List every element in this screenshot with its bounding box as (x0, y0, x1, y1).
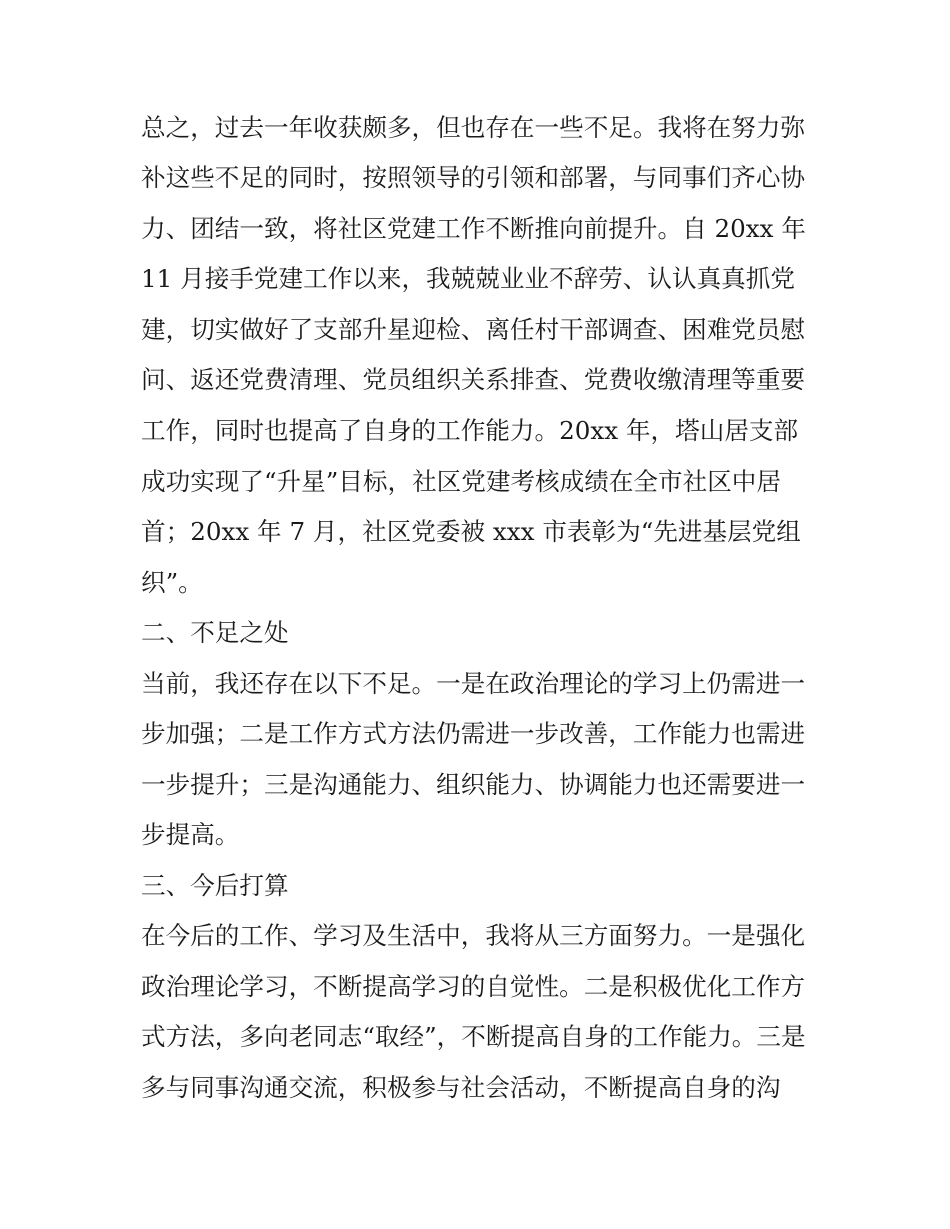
paragraph-line: 补这些不足的同时，按照领导的引领和部署，与同事们齐心协 (141, 163, 806, 192)
paragraph-line: 总之，过去一年收获颇多，但也存在一些不足。我将在努力弥 (141, 113, 806, 142)
paragraph-line: 步加强；二是工作方式方法仍需进一步改善，工作能力也需进 (141, 719, 806, 748)
paragraph-line: 工作，同时也提高了自身的工作能力。20xx 年，塔山居支部 (141, 416, 799, 445)
paragraph-line: 11 月接手党建工作以来，我兢兢业业不辞劳、认认真真抓党 (141, 264, 795, 293)
paragraph-line: 多与同事沟通交流，积极参与社会活动，不断提高自身的沟 (141, 1073, 781, 1102)
paragraph-line: 首；20xx 年 7 月，社区党委被 xxx 市表彰为“先进基层党组 (141, 517, 801, 546)
section-heading: 二、不足之处 (141, 618, 289, 647)
paragraph-line: 在今后的工作、学习及生活中，我将从三方面努力。一是强化 (141, 921, 806, 950)
paragraph-line: 政治理论学习，不断提高学习的自觉性。二是积极优化工作方 (141, 972, 806, 1001)
paragraph-line: 成功实现了“升星”目标，社区党建考核成绩在全市社区中居 (141, 467, 781, 496)
paragraph-line: 当前，我还存在以下不足。一是在政治理论的学习上仍需进一 (141, 669, 806, 698)
paragraph-line: 力、团结一致，将社区党建工作不断推向前提升。自 20xx 年 (141, 214, 806, 243)
paragraph-line: 式方法，多向老同志“取经”，不断提高自身的工作能力。三是 (141, 1022, 806, 1051)
paragraph-line: 织”。 (141, 568, 203, 597)
paragraph-line: 建，切实做好了支部升星迎检、离任村干部调查、困难党员慰 (141, 315, 806, 344)
section-heading: 三、今后打算 (141, 871, 289, 900)
paragraph-line: 一步提升；三是沟通能力、组织能力、协调能力也还需要进一 (141, 770, 806, 799)
paragraph-line: 问、返还党费清理、党员组织关系排查、党费收缴清理等重要 (141, 365, 806, 394)
paragraph-line: 步提高。 (141, 820, 240, 849)
